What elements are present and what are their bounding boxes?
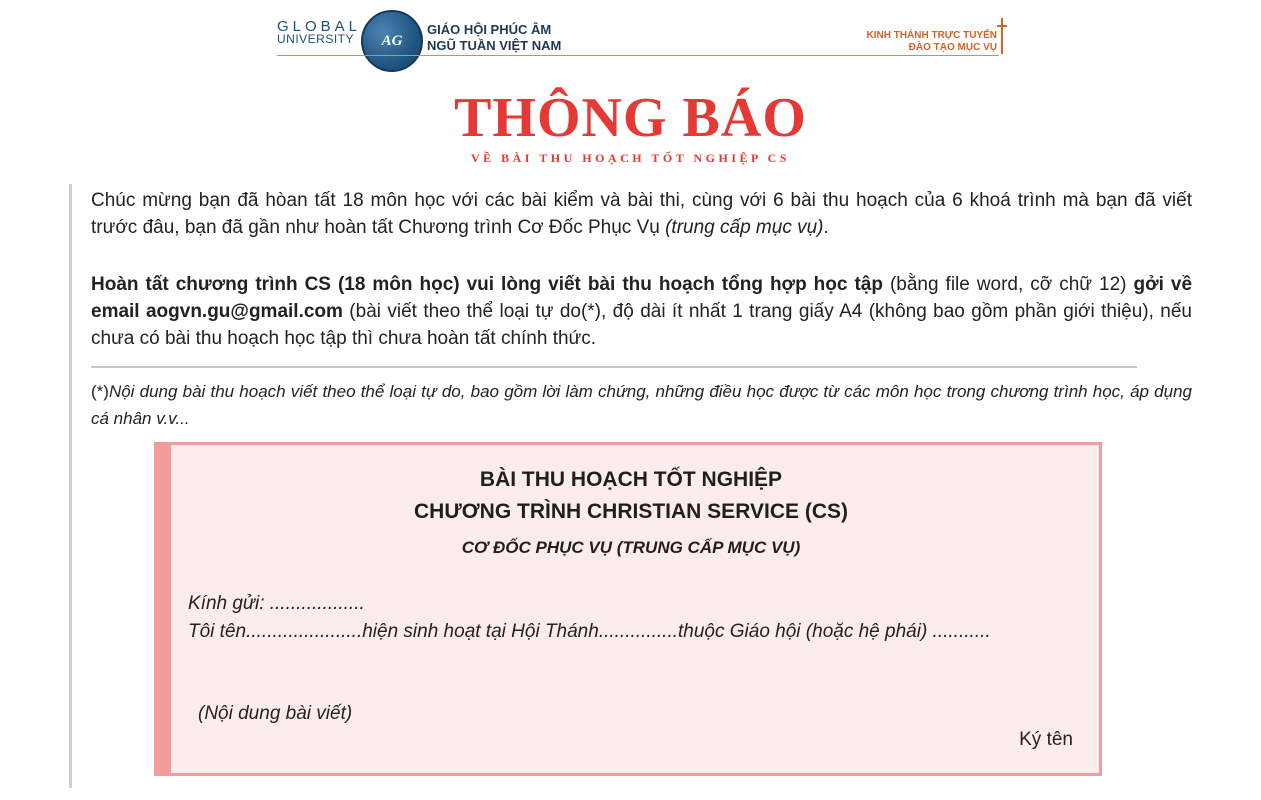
template-addressee-line: Kính gửi: .................. [188,593,365,614]
online-bible-brand [866,30,997,54]
global-university-logo [277,18,362,46]
brand-line1: KINH THÁNH TRỰC TUYẾN [866,30,997,41]
brand-line2: ĐÀO TẠO MỤC VỤ [908,42,997,53]
footnote [91,378,1192,432]
template-intro-line: Tôi tên......................hiện sinh hoạt tại Hội Thánh...............thuộc Giáo hội (hoặc hệ phái) ........... [188,621,991,642]
p1-text: Chúc mừng bạn đã hòan tất 18 môn học với các bài kiểm và bài thi, cùng với 6 bài thu hoạch của 6 khoá trình mà bạn đã viết trước đâu, bạn đã gần như hoàn tất Chương trình Cơ Đốc Phục Vụ [91,190,1192,238]
congratulation-paragraph [91,187,1192,241]
page-subtitle: VỀ BÀI THU HOẠCH TỐT NGHIỆP CS [470,151,791,165]
essay-template-box [154,442,1102,776]
org-line1: GIÁO HỘI PHÚC ÂM [427,22,552,37]
instruction-paragraph [91,271,1192,352]
org-line2: NGŨ TUẦN VIỆT NAM [427,38,562,53]
emblem-text: AG [381,32,403,49]
gu-line2: UNIVERSITY [277,32,355,46]
template-title-line2: CHƯƠNG TRÌNH CHRISTIAN SERVICE (CS) [414,500,848,523]
note-lead: (*) [91,382,109,401]
template-title-line1: BÀI THU HOẠCH TỐT NGHIỆP [479,468,783,491]
note-text: Nội dung bài thu hoạch viết theo thể loại tự do, bao gồm lời làm chứng, những điều học được từ các môn học trong chương trình học, áp dụng cá nhân v.v... [91,382,1192,428]
p2-text1: (bằng file word, cỡ chữ 12) [882,274,1134,295]
box-accent-bar [157,445,171,773]
template-content-placeholder: (Nội dung bài viết) [198,703,353,724]
header [277,8,1007,72]
p1-italic: (trung cấp mục vụ) [665,217,824,238]
cross-icon [997,18,1007,54]
left-margin-rule [69,184,72,788]
organization-name [427,22,561,54]
p1-end: . [823,217,829,238]
globe-emblem-icon [361,10,423,72]
template-signature: Ký tên [1019,729,1073,750]
gu-line1: GLOBAL [277,18,362,35]
template-subtitle: CƠ ĐỐC PHỤC VỤ (TRUNG CẤP MỤC VỤ) [461,538,801,557]
header-rule [277,55,999,56]
section-divider [91,366,1137,368]
page-title: THÔNG BÁO [454,87,807,149]
p2-bold1: Hoàn tất chương trình CS (18 môn học) vui lòng viết bài thu hoạch tổng hợp học tập [91,274,883,295]
p2-text2: (bài viết theo thể loại tự do(*), độ dài ít nhất 1 trang giấy A4 (không bao gồm phần giới thiệu), nếu chưa có bài thu hoạch học tập thì chưa hoàn tất chính thức. [91,301,1192,349]
template-title [171,464,1091,528]
p2-bold2: gởi về email aogvn.gu@gmail.com [91,274,1193,322]
